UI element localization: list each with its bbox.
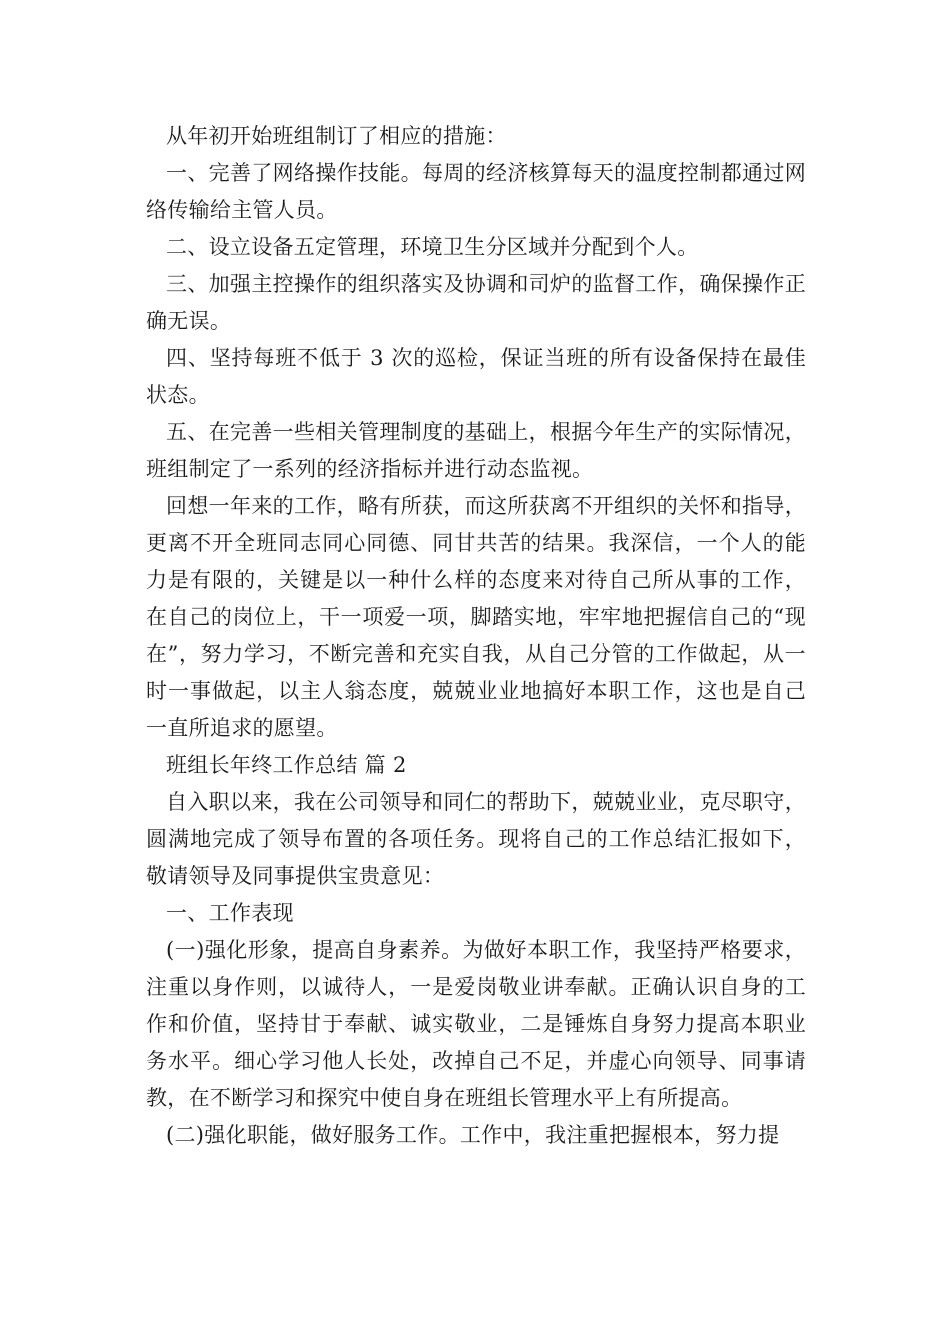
paragraph-point-1: (一)强化形象，提高自身素养。为做好本职工作，我坚持严格要求，注重以身作则，以诚待人，一是爱岗敬业讲奉献。正确认识自身的工作和价值，坚持甘于奉献、诚实敬业，二是锤炼自身努力提高本职业务水平。细心学习他人长处，改掉自己不足，并虚心向领导、同事请教，在不断学习和探究中使自身在班组长管理水平上有所提高。 [146,938,806,1110]
paragraph-item-4: 四、坚持每班不低于 3 次的巡检，保证当班的所有设备保持在最佳状态。 [146,346,806,407]
section-heading: 班组长年终工作总结 篇 2 [166,753,407,777]
paragraph-item-1: 一、完善了网络操作技能。每周的经济核算每天的温度控制都通过网络传输给主管人员。 [146,161,806,222]
paragraph-point-2: (二)强化职能，做好服务工作。工作中，我注重把握根本，努力提 [166,1123,780,1147]
paragraph-item-5: 五、在完善一些相关管理制度的基础上，根据今年生产的实际情况，班组制定了一系列的经济指标并进行动态监视。 [146,420,806,481]
document-body [146,118,806,1154]
paragraph-item-3: 三、加强主控操作的组织落实及协调和司炉的监督工作，确保操作正确无误。 [146,272,806,333]
subheading-work-performance: 一、工作表现 [166,901,294,925]
paragraph-item-2: 二、设立设备五定管理，环境卫生分区域并分配到个人。 [166,235,699,259]
paragraph-reflection: 回想一年来的工作，略有所获，而这所获离不开组织的关怀和指导，更离不开全班同志同心同德、同甘共苦的结果。我深信，一个人的能力是有限的，关键是以一种什么样的态度来对待自己所从事的工作，在自己的岗位上，干一项爱一项，脚踏实地，牢牢地把握信自己的“现在”，努力学习，不断完善和充实自我，从自己分管的工作做起，从一时一事做起，以主人翁态度，兢兢业业地搞好本职工作，这也是自己一直所追求的愿望。 [146,494,806,740]
paragraph-intro: 从年初开始班组制订了相应的措施： [166,124,507,148]
paragraph-opening: 自入职以来，我在公司领导和同仁的帮助下，兢兢业业，克尽职守，圆满地完成了领导布置的各项任务。现将自己的工作总结汇报如下，敬请领导及同事提供宝贵意见： [146,790,806,888]
